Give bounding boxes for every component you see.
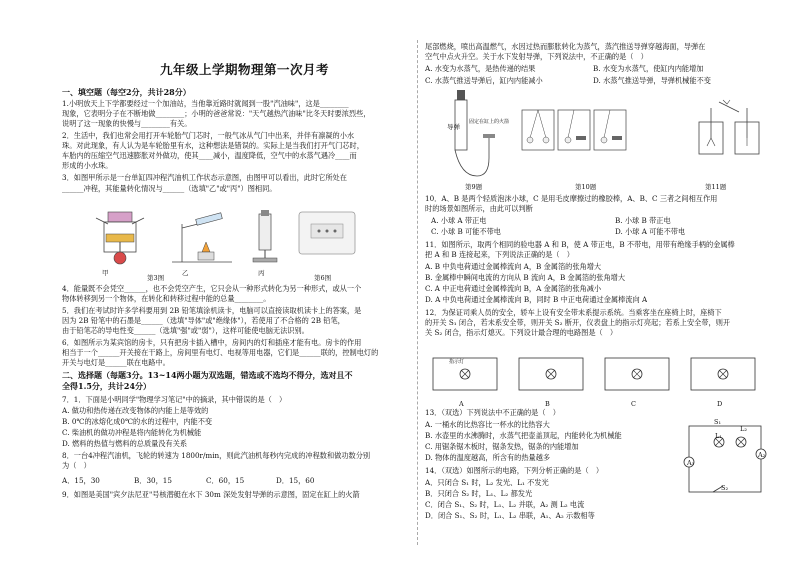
option-line: C. 柴油机的做功冲程是将内能转化为机械能 (62, 428, 202, 437)
option-line: D．闭合 S₁、S₂ 时，L₁、L₂ 串联，A₁、A₂ 示数相等 (425, 511, 595, 520)
question-line: 形成的小水珠。 (62, 161, 113, 170)
figure-caption: 第3图 (147, 274, 165, 282)
question-line: 的开关 S₁ 闭合，若未系安全带，则开关 S₂ 断开，仪表盘上的指示灯亮起；若系上安全带，则开 (425, 318, 731, 327)
circuit-label: D (717, 400, 723, 408)
question-line: 2．生活中，我们也常会用打开车轮胎气门芯时，一般气冰从气门中出来，并伴有凛凝的小水 (62, 131, 355, 140)
option-a: A．15，30 (62, 476, 100, 485)
option-line: A. 一桶水的比热容比一杯水的比热容大 (425, 420, 550, 429)
question-line: 5．我们在考试时许多学科要用到 2B 铅笔填涂机读卡，电脑可以直接读取机读卡上的答案，是 (62, 306, 362, 315)
question-line: 14．（双选）如图所示的电路，下列分析正确的是（ ） (425, 466, 604, 475)
question-line: 相当于一个______开关接在干路上，房间里有电灯、电视等用电器，它们是______联的，控制电灯的 (62, 348, 379, 357)
question-line: 13．（双选）下列说法中不正确的是（ ） (425, 408, 560, 417)
option-line: C．闭合 S₁、S₂ 时，L₁、L₂ 并联，A₂ 测 L₂ 电流 (425, 500, 585, 509)
question-line: 12．为保证司乘人员的安全，轿车上设有安全带未系提示系统。当乘客坐在座椅上时，座椅下 (425, 308, 722, 317)
circuit-options-figure (429, 350, 769, 398)
column-divider (417, 40, 418, 545)
question-line: 时的场景如图所示，由此可以判断 (425, 204, 533, 213)
question-line: 10．A、B 是两个轻质泡沫小球，C 是用毛皮摩擦过的橡胶棒，A、B、C 三者之间相互作用 (425, 194, 718, 203)
question-line: 3．如图甲所示是一台单缸四冲程汽油机工作状态示意图，由图甲可以看出，此时它所处在 (62, 173, 347, 182)
question-line: 8．一台4冲程汽油机，飞轮的转速为 1800r/min，则此汽油机每秒内完成的冲程数和做功数分别 (62, 451, 371, 460)
option-line: B. 水壶里的水沸腾时，水蒸气把壶盖顶起，内能转化为机械能 (425, 431, 622, 440)
option-d: D. 小球 A 可能不带电 (615, 227, 686, 236)
question-line: ______冲程，其能量转化情况与______（选填"乙"或"丙"）图相同。 (62, 184, 277, 193)
figure-caption: 甲 (102, 269, 109, 277)
question-line: 因为 2B 铅笔中的石墨是______（选填"导体"或"绝缘体"），若使用了不合格的 2B 铅笔， (62, 316, 345, 325)
option-line: C. A 中正电荷通过金属棒流向 B，A 金属箔的张角减小 (425, 284, 602, 293)
option-c: C. 水蒸气推送导弹后，缸内内能减小 (425, 76, 543, 85)
option-d: D．15，60 (276, 476, 315, 485)
question-line: 6．如图所示为某宾馆的房卡，只有把房卡插入槽中，房间内的灯和插座才能有电。房卡的作用 (62, 338, 362, 347)
question-line: 由于铅笔芯的导电性变______（选填"强"或"弱"），这样可能使电脑无法识别。 (62, 326, 309, 335)
option-line: D. A 中负电荷通过金属棒流向 B，同时 B 中正电荷通过金属棒流向 A (425, 295, 648, 304)
figure-caption: 第10题 (575, 183, 597, 191)
syringe-figure (247, 208, 283, 264)
circuit-label: A (459, 400, 464, 408)
circuit-label: A₁ (687, 459, 695, 467)
option-c: C．60，15 (206, 476, 245, 485)
section-heading: 一、填空题（每空2分，共计28分） (62, 88, 191, 97)
option-line: A．只闭合 S₁ 时，L₂ 发光、L₁ 不发光 (425, 478, 549, 487)
option-d: D. 水蒸气推送导弹，导弹机械能不变 (593, 76, 711, 85)
engine-figure (90, 206, 150, 268)
circuit-label: L₁ (715, 432, 722, 440)
question-line: 车胎内的压缩空气迅速膨胀对外做功，使其____减小，温度降低，空气中的水蒸气遇冷____而 (62, 151, 357, 160)
page-title: 九年级上学期物理第一次月考 (160, 62, 330, 77)
section-heading: 全得1.5分，共计24分） (62, 382, 152, 391)
question-line: 7．1．下面是小明同学"物理学习笔记"中的摘录，其中错误的是（ ） (62, 395, 287, 404)
option-b: B．30，15 (134, 476, 172, 485)
question-line: 1.小明放天上下学都要经过一个加油站，当他靠近路时就闻到一股"汽油味"，这是________ (62, 99, 349, 108)
figure-caption: 乙 (182, 269, 189, 277)
option-line: B. 0℃的冰熔化成0℃的水的过程中，内能不变 (62, 417, 213, 426)
figure-caption: 固定在缸上的火箭 (469, 119, 510, 125)
test-tube-figure (162, 204, 242, 266)
option-b: B. 小球 B 带正电 (615, 216, 671, 225)
question-line: 说明了这一现象的快慢与________有关。 (62, 119, 192, 128)
circuit-label: S₁ (714, 418, 722, 426)
option-line: B. 金属棒中瞬间电流的方向从 B 流向 A，B 金属箔的张角增大 (425, 273, 626, 282)
circuit-label: 指示灯 (449, 359, 465, 365)
option-a: A. 水变为水蒸气，是热传递的结果 (425, 64, 536, 73)
figure-caption: 导弹 (447, 123, 460, 131)
option-line: A. B 中负电荷通过金属棒流向 A，B 金属箔的张角增大 (425, 262, 602, 271)
option-c: C. 小球 B 可能不带电 (431, 227, 501, 236)
room-card-slot-figure (297, 210, 357, 256)
circuit-label: C (631, 400, 636, 408)
question-line: 物体转移到另一个物体，在转化和转移过程中能的总量________。 (62, 294, 271, 303)
question-line: 开关与电灯是______联在电路中。 (62, 358, 170, 367)
circuit-label: L₂ (740, 425, 747, 433)
electroscope-figure (695, 98, 763, 162)
question-line: 把 A 和 B 连接起来，下列说法正确的是（ ） (425, 250, 574, 259)
question-line: 4．能量既不会凭空______，也不会凭空产生，它只会从一种形式转化为另一种形式，或从一个 (62, 284, 362, 293)
option-line: C. 用锯条锯木板时，锯条发热，锯条的内能增加 (425, 442, 579, 451)
question-line: 为（ ） (62, 461, 91, 470)
question-line: 11．如图所示，取两个相同的验电器 A 和 B，使 A 带正电，B 不带电，用带有绝缘手柄的金属棒 (425, 240, 735, 249)
submarine-missile-figure (445, 88, 505, 180)
figure-caption: 第9题 (465, 183, 483, 191)
question-line: 9．如图是美国"宾夕法尼亚"号核潜艇在水下 30m 深处发射导弹的示意图，固定在缸上的火箭 (62, 490, 360, 499)
option-b: B. 水变为水蒸气，使缸内内能增加 (593, 64, 704, 73)
option-line: B．只闭合 S₂ 时，L₁、L₂ 都发光 (425, 489, 533, 498)
question-line: 现象，它表明分子在不断地做________；小明的爸爸常说："天气越热汽油味"比冬天时要浓烈些， (62, 109, 371, 118)
charged-balls-figure (520, 108, 630, 156)
option-a: A. 小球 A 带正电 (431, 216, 487, 225)
question-line: 珠。对此现象，有人认为是车轮胎里有水，这种想法是错误的。实际上是当我们打开气门芯时， (62, 141, 364, 150)
question-line: 尾部燃烧，喷出高温燃气，水因过热而膨胀转化为蒸气，蒸汽推送导弹穿越海面，导弹在 (425, 42, 706, 51)
question-line: 关 S₂ 闭合，指示灯熄灭。下列设计最合理的电路图是（ ） (425, 328, 618, 337)
figure-caption: 丙 (258, 269, 265, 277)
option-line: D. 燃料的热值与燃料的总质量没有关系 (62, 439, 188, 448)
circuit-label: A₂ (758, 451, 766, 459)
section-heading: 二、选择题（每题3分。13~14两小题为双选题，错选或不选均不得分，选对且不 (62, 371, 353, 380)
figure-caption: 第11题 (705, 183, 727, 191)
circuit-label: S₂ (721, 484, 729, 492)
circuit-label: B (545, 400, 550, 408)
option-line: A. 做功和热传递在改变物体的内能上是等效的 (62, 406, 209, 415)
question-line: 空气中点火升空。关于水下发射导弹，下列说法中，不正确的是（ ） (425, 52, 648, 61)
figure-caption: 第6图 (314, 274, 332, 282)
option-line: D. 物体的温度越高，所含有的热量越多 (425, 453, 551, 462)
